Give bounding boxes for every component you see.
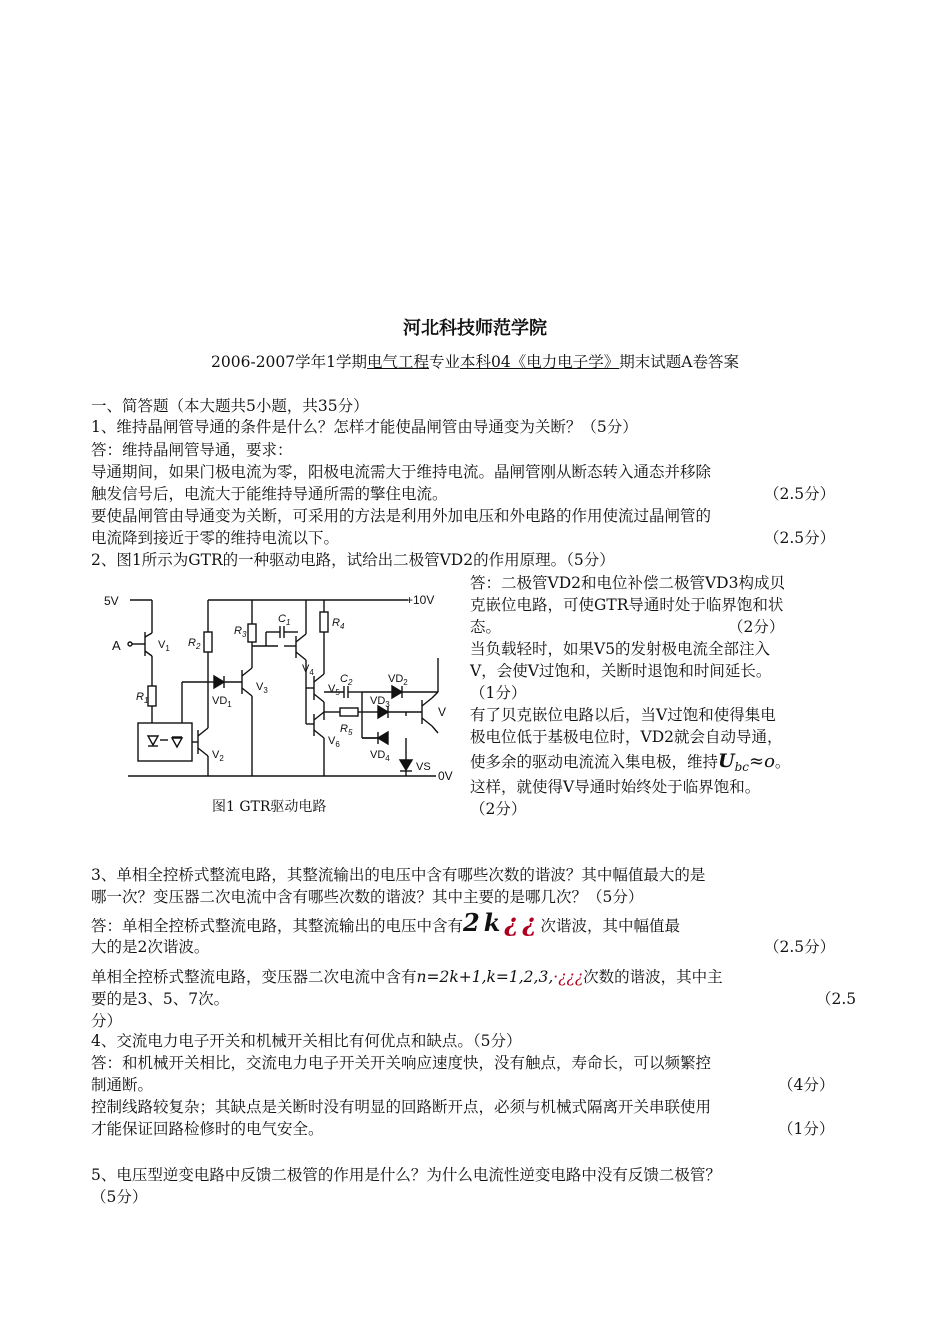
label-plus10v: +10V <box>406 593 435 607</box>
label-v5: $V_5$ <box>328 683 340 697</box>
q4-answer-line: 答：和机械开关相比，交流电力电子开关开关响应速度快，没有触点，寿命长，可以频繁控 <box>91 1054 712 1072</box>
subtitle-term: 2006-2007学年1学期 <box>211 353 368 371</box>
q4-question: 4、交流电力电子开关和机械开关相比有何优点和缺点。（5分） <box>91 1032 522 1050</box>
math-u: U <box>718 750 735 772</box>
subtitle-post: 期末试题A卷答案 <box>619 353 739 371</box>
exam-subtitle <box>0 350 950 372</box>
q2-answer-line: 极电位低于基极电位时，VD2就会自动导通， <box>470 728 783 746</box>
label-v: V <box>438 705 447 719</box>
label-r1: $R_1$ <box>136 691 149 705</box>
subtitle-course: 本科04《电力电子学》 <box>460 353 620 371</box>
label-5v: 5V <box>104 594 119 608</box>
subtitle-mid: 专业 <box>429 353 461 371</box>
q2-line-text: 使多余的驱动电流流入集电极，维持 <box>470 753 719 771</box>
subtitle-major: 电气工程 <box>367 353 430 371</box>
q1-answer-line: 触发信号后，电流大于能维持导通所需的擎住电流。 <box>91 485 448 503</box>
q2-answer-line: 克嵌位电路，可使GTR导通时处于临界饱和状 <box>470 596 784 614</box>
q1-score: （2.5分） <box>764 529 836 547</box>
label-v1: $V_1$ <box>158 639 170 653</box>
q3-answer-line: 要的是3、5、7次。 <box>91 990 230 1008</box>
label-vs: VS <box>416 761 431 773</box>
q3-answer-line <box>91 908 680 937</box>
q2-score: （1分） <box>470 684 527 702</box>
q2-line-end: 。 <box>774 753 791 771</box>
label-vd1: $VD_1$ <box>212 695 232 709</box>
section-heading: 一、简答题（本大题共5小题，共35分） <box>91 397 369 415</box>
q1-score: （2.5分） <box>764 485 836 503</box>
q4-answer-line: 才能保证回路检修时的电气安全。 <box>91 1120 324 1138</box>
q5-question: 5、电压型逆变电路中反馈二极管的作用是什么？为什么电流性逆变电路中没有反馈二极管？ <box>91 1166 721 1184</box>
label-vd3: $VD_3$ <box>370 695 390 709</box>
q3-answer-line: 大的是2次谐波。 <box>91 938 210 956</box>
school-title: 河北科技师范学院 <box>403 318 547 339</box>
label-v6: $V_6$ <box>328 735 340 749</box>
math-garbled: ¿¿ <box>504 908 541 937</box>
q1-answer-line: 答：维持晶闸管导通，要求： <box>91 441 293 459</box>
label-c2: $C_2$ <box>340 673 353 687</box>
q3-question: 3、单相全控桥式整流电路，其整流输出的电压中含有哪些次数的谐波？其中幅值最大的是 <box>91 866 706 884</box>
q3-answer-line <box>91 966 723 988</box>
label-v3: $V_3$ <box>256 681 268 695</box>
q5-score: （5分） <box>91 1188 148 1206</box>
q2-answer-line: 这样，就使得V导通时始终处于临界饱和。 <box>470 778 761 796</box>
q2-score: （2分） <box>470 800 527 818</box>
q3-text: 单相全控桥式整流电路，变压器二次电流中含有 <box>91 968 417 986</box>
q2-answer-line: V，会使V过饱和，关断时退饱和时间延长。 <box>470 662 772 680</box>
q1-answer-line: 导通期间，如果门极电流为零，阳极电流需大于维持电流。晶闸管刚从断态转入通态并移除 <box>91 463 712 481</box>
q1-answer-line: 要使晶闸管由导通变为关断，可采用的方法是利用外加电压和外电路的作用使流过晶闸管的 <box>91 507 712 525</box>
math-garbled: ·¿¿¿ <box>553 968 584 986</box>
label-vd2: $VD_2$ <box>388 673 408 687</box>
math-n: n=2k+1,k=1,2,3, <box>416 968 554 986</box>
q3-text: 次数的谐波，其中主 <box>583 968 723 986</box>
q3-text: 答：单相全控桥式整流电路，其整流输出的电压中含有 <box>91 917 464 935</box>
q2-answer-line <box>470 750 790 778</box>
q3-score: 分） <box>91 1012 123 1030</box>
q2-answer-line: 答：二极管VD2和电位补偿二极管VD3构成贝 <box>470 574 785 592</box>
figure-caption: 图1 GTR驱动电路 <box>212 799 327 815</box>
q3-score: （2.5分） <box>764 938 836 956</box>
math-sub: bc <box>734 760 749 775</box>
q4-answer-line: 制通断。 <box>91 1076 154 1094</box>
q4-score: （1分） <box>778 1120 835 1138</box>
label-0v: 0V <box>438 769 453 783</box>
label-v4: $V_4$ <box>302 663 314 677</box>
q2-question: 2、图1所示为GTR的一种驱动电路，试给出二极管VD2的作用原理。（5分） <box>91 551 615 569</box>
q3-question: 哪一次？变压器二次电流中含有哪些次数的谐波？其中主要的是哪几次？（5分） <box>91 888 644 906</box>
label-v2: $V_2$ <box>212 749 224 763</box>
q2-answer-line: 当负载轻时，如果V5的发射极电流全部注入 <box>470 640 771 658</box>
q1-answer-line: 电流降到接近于零的维持电流以下。 <box>91 529 340 547</box>
label-r5: $R_5$ <box>340 723 353 737</box>
label-r4: $R_4$ <box>332 617 345 631</box>
label-r3: $R_3$ <box>234 625 247 639</box>
label-r2: $R_2$ <box>188 637 201 651</box>
q3-text: 次谐波，其中幅值最 <box>540 917 680 935</box>
math-approx: ≈o <box>749 751 775 772</box>
q2-answer-line: 态。 <box>470 618 502 636</box>
q4-answer-line: 控制线路较复杂；其缺点是关断时没有明显的回路断开点，必须与机械式隔离开关串联使用 <box>91 1098 712 1116</box>
math-2k: 2k <box>463 908 505 937</box>
q4-score: （4分） <box>778 1076 835 1094</box>
q3-score: （2.5 <box>816 990 857 1008</box>
label-c1: $C_1$ <box>278 613 291 627</box>
gtr-drive-circuit <box>100 588 462 793</box>
q2-answer-line: 有了贝克嵌位电路以后，当V过饱和使得集电 <box>470 706 776 724</box>
q1-question: 1、维持晶闸管导通的条件是什么？怎样才能使晶闸管由导通变为关断？（5分） <box>91 418 638 436</box>
label-a: A <box>112 638 121 653</box>
label-vd4: $VD_4$ <box>370 749 390 763</box>
q2-score: （2分） <box>728 618 785 636</box>
